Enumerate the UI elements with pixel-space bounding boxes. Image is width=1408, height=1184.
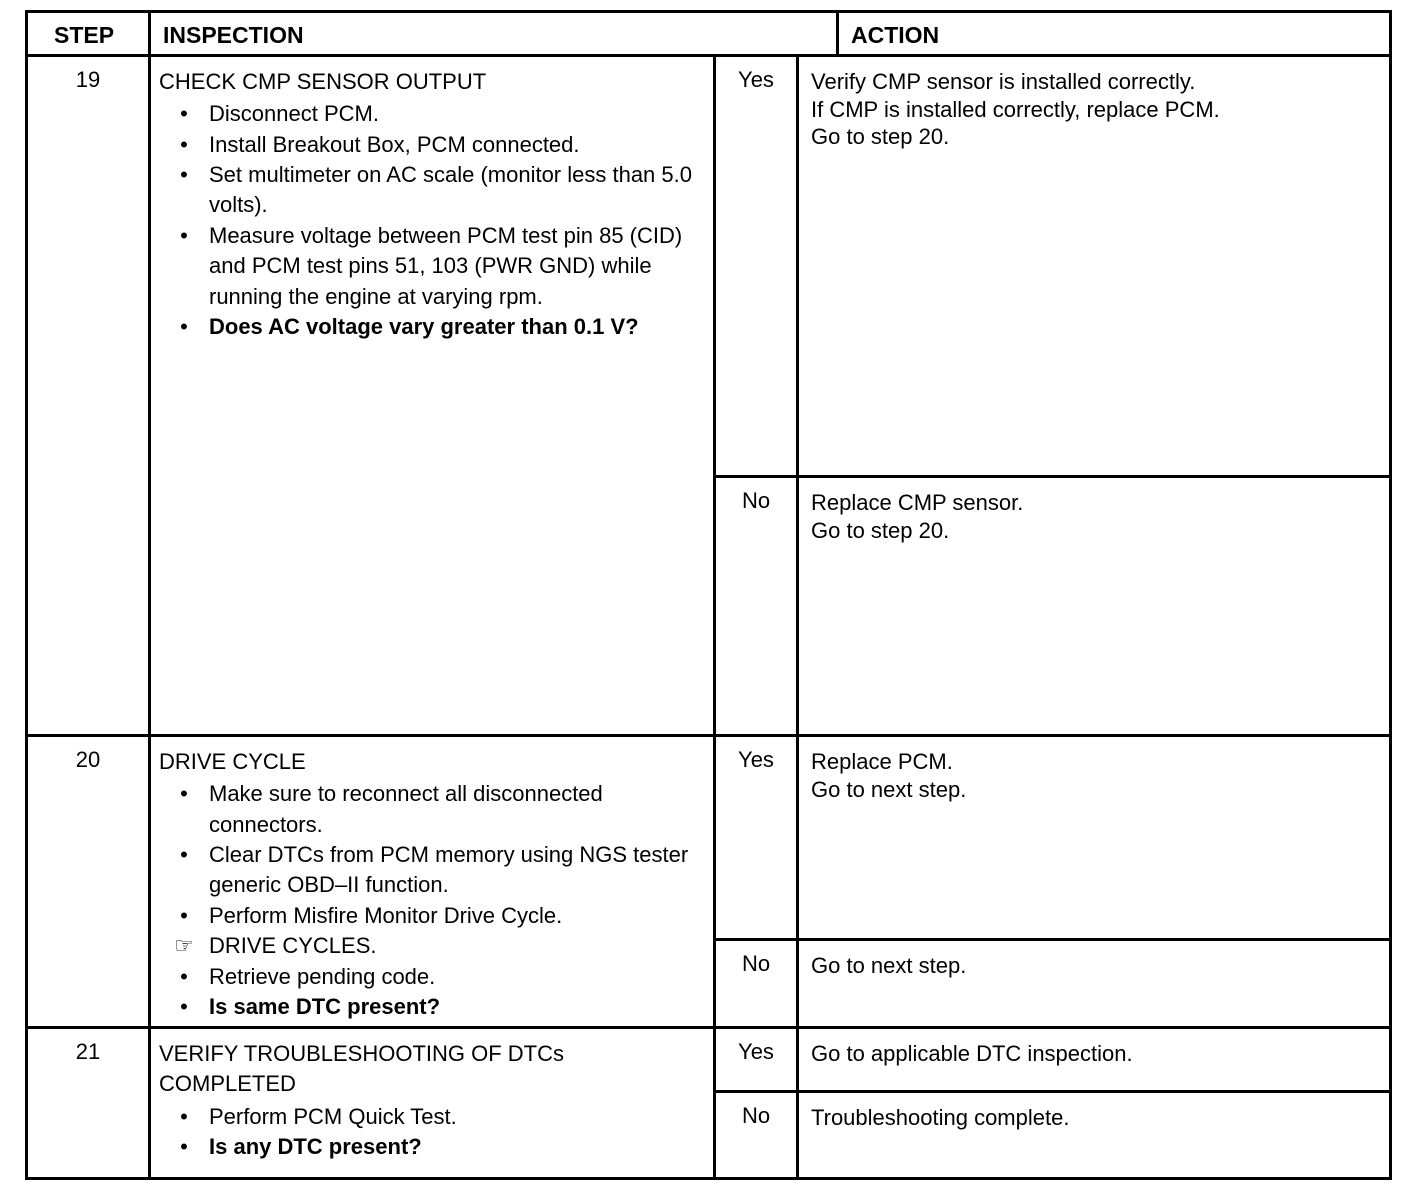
- yes-label: Yes: [716, 1029, 799, 1090]
- action-text: Troubleshooting complete.: [811, 1105, 1070, 1130]
- list-item: [159, 992, 703, 1022]
- list-item: [159, 160, 703, 221]
- bullet-icon: •: [180, 131, 188, 157]
- bullet-icon: •: [180, 1103, 188, 1129]
- table-header-row: [28, 13, 1389, 57]
- bullet-text: Install Breakout Box, PCM connected.: [209, 131, 580, 157]
- branch-no: [716, 941, 1389, 1026]
- list-item: [159, 840, 703, 901]
- inspection-cell: [151, 1029, 716, 1177]
- bullet-icon: •: [180, 162, 188, 188]
- action-text: Go to next step.: [811, 953, 967, 978]
- action-text: Go to step 20.: [811, 517, 950, 543]
- inspection-bullet-list: [159, 99, 703, 342]
- inspection-title: VERIFY TROUBLESHOOTING OF DTCs COMPLETED: [159, 1041, 565, 1097]
- action-cell: [799, 941, 1389, 1026]
- list-item: [159, 1102, 703, 1132]
- cross-reference-text: DRIVE CYCLES.: [209, 933, 377, 959]
- step-column-header: STEP: [28, 13, 151, 54]
- bullet-icon: •: [180, 993, 188, 1019]
- bullet-text: Retrieve pending code.: [209, 963, 436, 989]
- bullet-icon: •: [180, 1134, 188, 1160]
- bullet-icon: •: [180, 781, 188, 807]
- troubleshooting-table: [25, 10, 1392, 1180]
- bullet-icon: •: [180, 963, 188, 989]
- list-item: [159, 312, 703, 342]
- bullet-question-text: Is any DTC present?: [209, 1134, 422, 1160]
- list-item: [159, 130, 703, 160]
- list-item: [159, 779, 703, 840]
- branch-no: [716, 1093, 1389, 1177]
- branch-no: [716, 478, 1389, 734]
- bullet-icon: •: [180, 101, 188, 127]
- action-cell: [799, 478, 1389, 734]
- branches: [716, 737, 1389, 1026]
- table-row-step-21: [28, 1029, 1389, 1177]
- bullet-text: Set multimeter on AC scale (monitor less than 5.0 volts).: [209, 162, 692, 218]
- inspection-column-header: INSPECTION: [151, 13, 839, 54]
- action-cell: [799, 1093, 1389, 1177]
- inspection-cell: [151, 57, 716, 734]
- bullet-question-text: Is same DTC present?: [209, 993, 441, 1019]
- action-cell: [799, 57, 1389, 475]
- inspection-title: CHECK CMP SENSOR OUTPUT: [159, 69, 487, 94]
- list-item: [159, 1132, 703, 1162]
- action-column-header: ACTION: [851, 22, 940, 48]
- list-item: [159, 901, 703, 931]
- list-item: [159, 931, 703, 961]
- bullet-text: Measure voltage between PCM test pin 85 (CID) and PCM test pins 51, 103 (PWR GND) while running the engine at varying rpm.: [209, 222, 683, 309]
- bullet-question-text: Does AC voltage vary greater than 0.1 V?: [209, 313, 639, 339]
- no-label: No: [716, 1093, 799, 1177]
- bullet-text: Perform Misfire Monitor Drive Cycle.: [209, 902, 563, 928]
- step-number: 21: [28, 1029, 151, 1177]
- branch-yes: [716, 1029, 1389, 1093]
- bullet-text: Disconnect PCM.: [209, 101, 379, 127]
- bullet-icon: •: [180, 902, 188, 928]
- inspection-cell: [151, 737, 716, 1026]
- branches: [716, 57, 1389, 734]
- no-label: No: [716, 941, 799, 1026]
- inspection-bullet-list: [159, 779, 703, 1022]
- table-row-step-19: [28, 57, 1389, 737]
- branches: [716, 1029, 1389, 1177]
- bullet-text: Clear DTCs from PCM memory using NGS tester generic OBD–II function.: [209, 842, 689, 898]
- yes-label: Yes: [716, 57, 799, 475]
- branch-yes: [716, 737, 1389, 941]
- list-item: [159, 221, 703, 312]
- bullet-text: Make sure to reconnect all disconnected connectors.: [209, 781, 603, 837]
- inspection-bullet-list: [159, 1102, 703, 1163]
- list-item: [159, 99, 703, 129]
- action-text: Go to step 20.: [811, 124, 950, 149]
- action-text: Replace CMP sensor.: [811, 490, 1024, 515]
- no-label: No: [716, 478, 799, 734]
- bullet-icon: •: [180, 313, 188, 339]
- table-row-step-20: [28, 737, 1389, 1029]
- pointing-hand-icon: ☞: [174, 933, 194, 959]
- list-item: [159, 962, 703, 992]
- action-text: Go to next step.: [811, 776, 967, 802]
- bullet-icon: •: [180, 222, 188, 248]
- bullet-icon: •: [180, 842, 188, 868]
- action-text: If CMP is installed correctly, replace PCM.: [811, 96, 1220, 122]
- step-number: 20: [28, 737, 151, 1026]
- action-cell: [799, 737, 1389, 938]
- yes-label: Yes: [716, 737, 799, 938]
- action-text: Go to applicable DTC inspection.: [811, 1041, 1133, 1066]
- step-number: 19: [28, 57, 151, 734]
- branch-yes: [716, 57, 1389, 478]
- action-cell: [799, 1029, 1389, 1090]
- action-text: Replace PCM.: [811, 749, 953, 774]
- bullet-text: Perform PCM Quick Test.: [209, 1103, 457, 1129]
- inspection-title: DRIVE CYCLE: [159, 749, 306, 774]
- action-text: Verify CMP sensor is installed correctly.: [811, 69, 1196, 94]
